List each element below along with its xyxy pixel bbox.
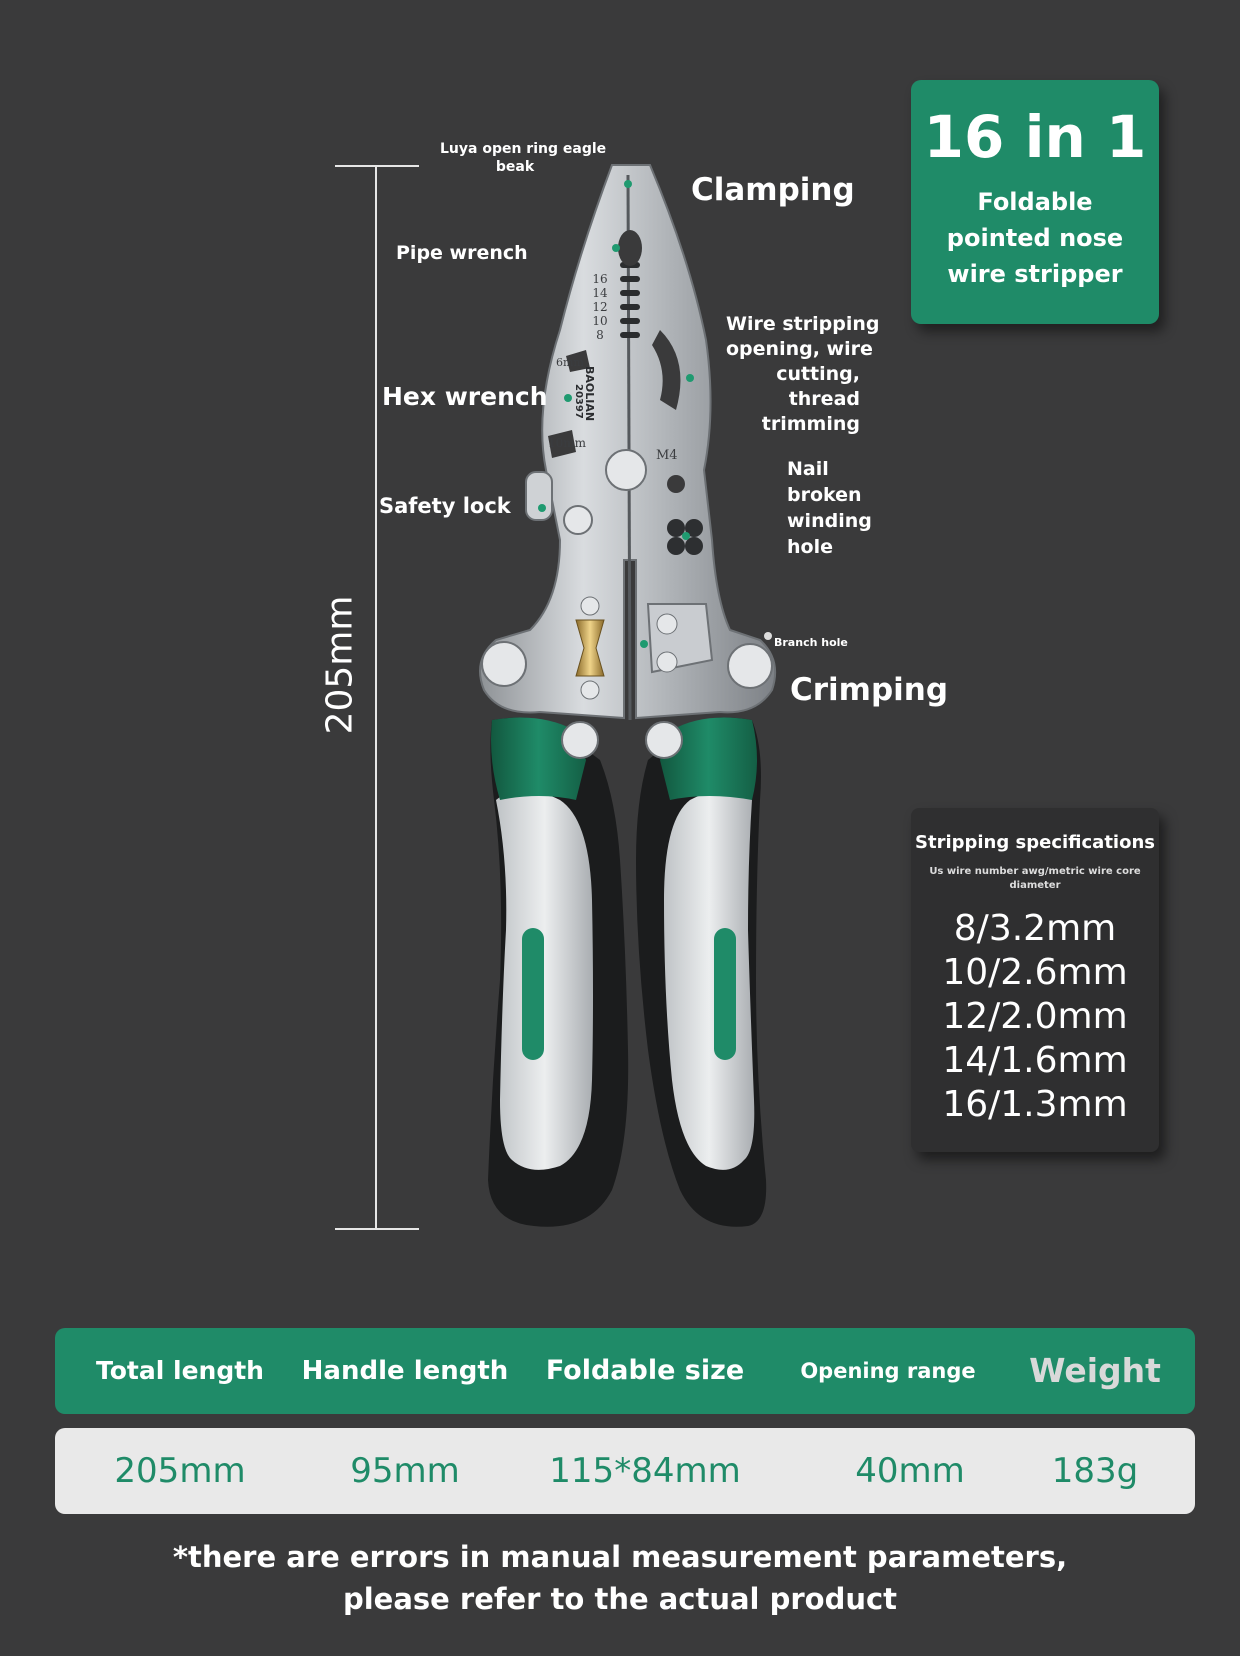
gauge-16: 16 xyxy=(592,272,608,286)
six-mm-marking: 6mm xyxy=(556,356,584,369)
value-foldable-size: 115*84mm xyxy=(549,1451,741,1491)
callout-crimping: Crimping xyxy=(790,672,949,708)
callout-nail-line-1: Nail xyxy=(787,458,829,480)
callout-wire-stripping-line-1: Wire stripping xyxy=(726,313,880,335)
callout-nail-line-4: hole xyxy=(787,536,833,558)
callout-dot-hex-wrench xyxy=(564,394,572,402)
header-weight: Weight xyxy=(1029,1351,1161,1390)
badge-subtitle-line-1: Foldable xyxy=(977,188,1093,216)
callout-nail-hole xyxy=(787,456,872,560)
callout-dot-nail-hole xyxy=(682,532,690,540)
callout-wire-stripping xyxy=(726,312,880,437)
model-marking: 20397 xyxy=(573,384,584,419)
callout-wire-stripping-line-2: opening, wire xyxy=(726,338,873,360)
callout-luya xyxy=(440,140,607,176)
header-opening-range: Opening range xyxy=(800,1359,976,1383)
callout-clamping: Clamping xyxy=(691,172,855,208)
spec-item: 16/1.3mm xyxy=(942,1084,1128,1125)
header-handle-length: Handle length xyxy=(301,1356,509,1386)
gauge-14: 14 xyxy=(592,286,608,300)
badge-subtitle-line-2: pointed nose xyxy=(946,224,1124,252)
spec-title: Stripping specifications xyxy=(915,832,1155,853)
value-handle-length: 95mm xyxy=(350,1451,460,1491)
stripping-spec-panel xyxy=(911,808,1159,1152)
callout-luya-line-2: beak xyxy=(495,159,535,175)
note-line-1: *there are errors in manual measurement parameters, xyxy=(172,1540,1068,1574)
callout-wire-stripping-line-3: cutting, xyxy=(776,363,860,385)
feature-badge xyxy=(911,80,1159,324)
value-total-length: 205mm xyxy=(114,1451,246,1491)
brand-marking: BAOLIAN xyxy=(583,366,596,422)
gauge-8: 8 xyxy=(596,328,604,342)
callout-branch-hole: Branch hole xyxy=(774,636,848,649)
callout-dot-luya xyxy=(624,180,632,188)
callout-wire-stripping-line-5: trimming xyxy=(761,413,860,435)
spec-list xyxy=(911,907,1159,1127)
spec-subtitle: Us wire number awg/metric wire core diameter xyxy=(929,866,1141,891)
gauge-markings xyxy=(590,272,610,342)
callout-hex-wrench: Hex wrench xyxy=(382,382,548,411)
callout-wire-stripping-line-4: thread xyxy=(788,388,860,410)
gauge-10: 10 xyxy=(592,314,608,328)
spec-item: 10/2.6mm xyxy=(942,952,1128,993)
header-total-length: Total length xyxy=(96,1356,264,1385)
ten-mm-marking: 10mm xyxy=(548,436,587,450)
callout-safety-lock: Safety lock xyxy=(379,494,511,518)
value-opening-range: 40mm xyxy=(855,1451,965,1491)
header-foldable-size: Foldable size xyxy=(545,1355,745,1386)
gauge-12: 12 xyxy=(592,300,608,314)
spec-item: 12/2.0mm xyxy=(942,996,1128,1037)
callout-dot-wire-stripping xyxy=(686,374,694,382)
badge-subtitle xyxy=(911,184,1159,292)
callout-dot-pipe-wrench xyxy=(612,244,620,252)
callout-luya-line-1: Luya open ring eagle xyxy=(440,141,607,157)
callout-nail-line-3: winding xyxy=(787,510,872,532)
badge-title: 16 in 1 xyxy=(923,103,1147,171)
callout-dot-branch-hole xyxy=(764,632,772,640)
spec-item: 8/3.2mm xyxy=(953,908,1117,949)
spec-item: 14/1.6mm xyxy=(942,1040,1128,1081)
badge-subtitle-line-3: wire stripper xyxy=(947,260,1123,288)
callout-dot-safety-lock xyxy=(538,504,546,512)
callout-dot-crimping xyxy=(640,640,648,648)
dimension-label: 205mm xyxy=(319,595,361,735)
spec-table-header xyxy=(55,1328,1195,1414)
spec-table-values xyxy=(55,1428,1195,1514)
measurement-note xyxy=(0,1536,1240,1620)
m4-marking: M4 xyxy=(656,448,678,463)
callout-nail-line-2: broken xyxy=(787,484,862,506)
callout-pipe-wrench: Pipe wrench xyxy=(396,242,528,264)
note-line-2: please refer to the actual product xyxy=(342,1582,898,1616)
value-weight: 183g xyxy=(1051,1451,1139,1491)
